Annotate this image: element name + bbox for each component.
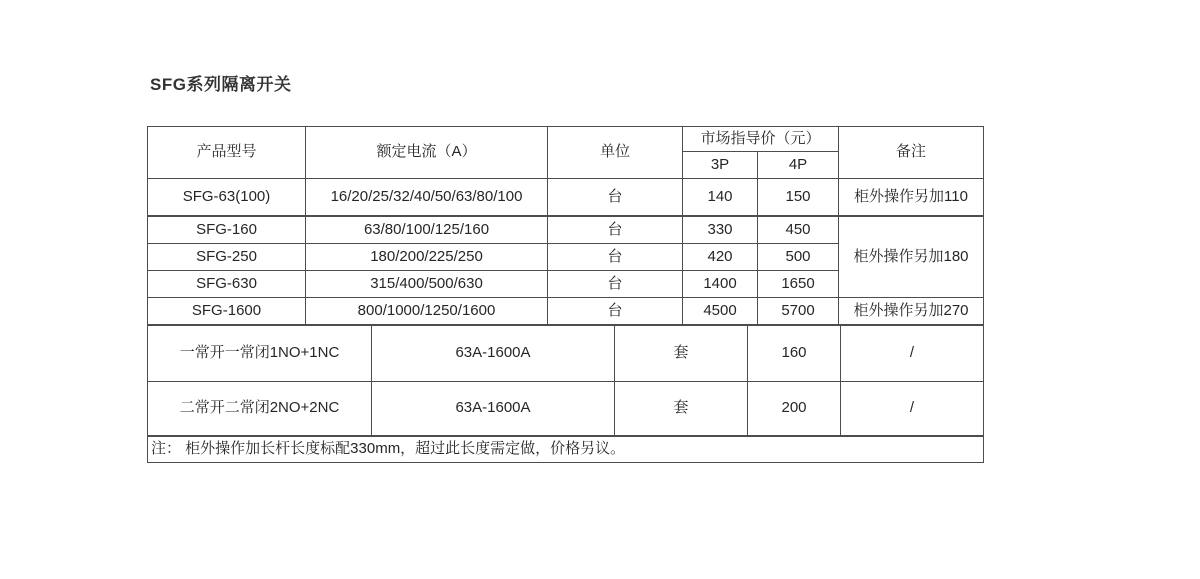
price-3p-cell: 1400 <box>683 271 758 298</box>
product-row <box>148 298 984 325</box>
accessory-name-cell: 一常开一常闭1NO+1NC <box>148 326 372 382</box>
accessory-unit-cell: 套 <box>615 326 748 382</box>
header-product-model: 产品型号 <box>148 127 306 179</box>
model-cell: SFG-1600 <box>148 298 306 325</box>
table-body-section <box>147 216 984 325</box>
price-3p-cell: 4500 <box>683 298 758 325</box>
current-cell: 63/80/100/125/160 <box>306 217 548 244</box>
unit-cell: 台 <box>548 217 683 244</box>
header-unit: 单位 <box>548 127 683 179</box>
accessory-row <box>148 326 984 382</box>
header-3p: 3P <box>683 152 758 179</box>
unit-cell: 台 <box>548 244 683 271</box>
accessory-unit-cell: 套 <box>615 382 748 436</box>
accessory-current-cell: 63A-1600A <box>372 326 615 382</box>
price-4p-cell: 150 <box>758 179 839 216</box>
accessory-price-cell: 160 <box>748 326 841 382</box>
price-table <box>147 126 983 463</box>
model-cell: SFG-630 <box>148 271 306 298</box>
header-remark: 备注 <box>839 127 984 179</box>
accessory-price-cell: 200 <box>748 382 841 436</box>
accessory-current-cell: 63A-1600A <box>372 382 615 436</box>
unit-cell: 台 <box>548 179 683 216</box>
product-row <box>148 217 984 244</box>
remark-cell-merged: 柜外操作另加180 <box>839 217 984 298</box>
header-rated-current: 额定电流（A） <box>306 127 548 179</box>
table-note-section <box>147 436 984 463</box>
remark-cell: 柜外操作另加110 <box>839 179 984 216</box>
header-price-group: 市场指导价（元） <box>683 127 839 152</box>
table-note: 注： 柜外操作加长杆长度标配330mm，超过此长度需定做，价格另议。 <box>148 437 984 463</box>
unit-cell: 台 <box>548 271 683 298</box>
price-3p-cell: 140 <box>683 179 758 216</box>
note-row <box>148 437 984 463</box>
price-4p-cell: 5700 <box>758 298 839 325</box>
table-header-section <box>147 126 984 216</box>
product-row <box>148 179 984 216</box>
table-accessory-section <box>147 325 984 436</box>
price-3p-cell: 330 <box>683 217 758 244</box>
header-row-top <box>148 127 984 152</box>
header-4p: 4P <box>758 152 839 179</box>
accessory-row <box>148 382 984 436</box>
accessory-remark-cell: / <box>841 382 984 436</box>
current-cell: 16/20/25/32/40/50/63/80/100 <box>306 179 548 216</box>
price-4p-cell: 500 <box>758 244 839 271</box>
price-4p-cell: 1650 <box>758 271 839 298</box>
accessory-remark-cell: / <box>841 326 984 382</box>
model-cell: SFG-160 <box>148 217 306 244</box>
model-cell: SFG-250 <box>148 244 306 271</box>
unit-cell: 台 <box>548 298 683 325</box>
page-title: SFG系列隔离开关 <box>150 75 292 94</box>
accessory-name-cell: 二常开二常闭2NO+2NC <box>148 382 372 436</box>
current-cell: 315/400/500/630 <box>306 271 548 298</box>
remark-cell: 柜外操作另加270 <box>839 298 984 325</box>
current-cell: 800/1000/1250/1600 <box>306 298 548 325</box>
price-4p-cell: 450 <box>758 217 839 244</box>
current-cell: 180/200/225/250 <box>306 244 548 271</box>
price-3p-cell: 420 <box>683 244 758 271</box>
model-cell: SFG-63(100) <box>148 179 306 216</box>
